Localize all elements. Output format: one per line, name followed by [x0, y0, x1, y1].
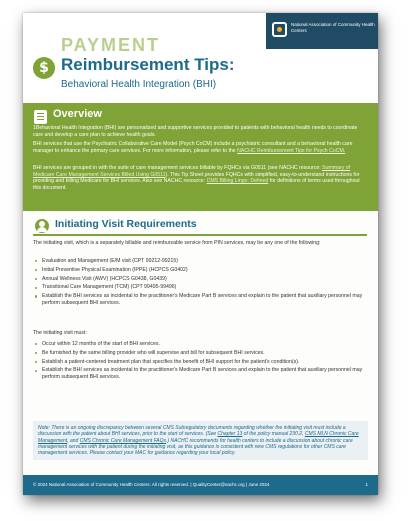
note-text-4: .) NACHC recommends for health centers to include a discussion about chronic care management services with the patient during the initiating visit, as this guidance is consistent with new CMS regulations for other CMS care management services. Please contact your MAC for guidance regarding your local policy. [38, 437, 353, 457]
section-divider [33, 234, 367, 236]
list-item: Occur within 12 months of the start of BHI services. [33, 341, 368, 348]
nachc-logo [266, 13, 378, 49]
overview-text-1: 1Behavioral Health Integration (BHI) are personalized and supportive services provided to patients with behavioral health needs to coordinate care and develop a care plan to achieve health goals. [33, 125, 358, 138]
page-title: Reimbursement Tips: [61, 55, 235, 74]
ccm-faqs-link[interactable]: CMS Chronic Care Management FAQs [79, 437, 167, 444]
billing-lingo-link[interactable]: CMS Billing Lingo: Defined [206, 178, 269, 185]
overview-text-3a: BHI services are grouped in with the suite of care management services billable by FQHCs via G0511 (see NACHC resource: [33, 165, 321, 171]
logo-mark-icon [272, 22, 287, 37]
chapter-13-link[interactable]: Chapter 13 [217, 431, 243, 438]
page-subtitle: Behavioral Health Integration (BHI) [61, 79, 217, 90]
overview-paragraph-1 [33, 125, 365, 138]
footer [23, 475, 378, 495]
page-number: 1 [365, 482, 368, 487]
psych-cocm-link[interactable]: NACHC Reimbursement Tips for Psych CoCM. [237, 147, 346, 154]
list-item: Initial Preventive Physical Examination (IPPE) (HCPCS G0402) [33, 267, 368, 274]
person-icon [35, 219, 49, 233]
note-text-2: of the policy manual 230.2, [243, 431, 304, 438]
note-text-3: , and [67, 437, 79, 444]
overview-section [23, 103, 378, 211]
list-item: Transitional Care Management (TCM) (CPT 99495-99496) [33, 284, 368, 291]
list-item: Establish a patient-centered treatment plan that specifies the benefit of BHI support for the patient's condition(s). [33, 359, 368, 366]
overview-paragraph-3 [33, 165, 365, 191]
list-item: Evaluation and Management (E/M visit (CPT 99212-99215) [33, 258, 368, 265]
visit-type-list [33, 258, 368, 309]
list-item: Establish the BHI services as incidental to the practitioner's Medicare Part B services and explain to the patient that auxiliary personnel may perform subsequent BHI services. [33, 293, 368, 306]
note-text-1: Note: There is an ongoing discrepancy between several CMS Subregulatory documents regarding whether the initiating visit must include a discussion with the patient about BHI services, prior to the start of services. (See [38, 425, 346, 438]
initiating-heading: Initiating Visit Requirements [55, 218, 197, 230]
overview-text-3c: for definitions of terms used throughout this document. [33, 178, 360, 191]
mln-ccm-link[interactable]: CMS MLN Chronic Care Management [38, 431, 359, 444]
list-item: Be furnished by the same billing provider who will supervise and bill for subsequent BHI services. [33, 350, 368, 357]
tip-sheet-page [23, 13, 378, 495]
overview-text-2: BHI services that use the Psychiatric Collaborative Care Model (Psych CoCM) include a psychiatric consultant and a behavioral health care manager to enhance the primary care services. For more information, please refer to the [33, 141, 353, 154]
overview-paragraph-2 [33, 141, 365, 154]
initiating-intro: The initiating visit, which is a separately billable and reimbursable service from PIN services, may be any one of the following: [33, 240, 321, 246]
list-item: Establish the BHI services as incidental to the practitioner's Medicare Part B services and explain to the patient that auxiliary personnel may perform subsequent BHI services. [33, 367, 368, 380]
logo-text: National Association of Community Health Centers [291, 22, 375, 33]
dollar-badge-icon: $ [33, 57, 55, 79]
header [23, 13, 378, 97]
must-list [33, 341, 368, 383]
must-intro: The initiating visit must: [33, 330, 87, 336]
g0511-summary-link[interactable]: Summary of Medicare Care Management Services Billed Using G0511 [33, 165, 351, 178]
overview-text-3b: ). This Tip Sheet provides FQHCs with simplified, easy-to-understand instructions for providing and billing Medicare for BHI services. Also see NACHC resource: [33, 171, 360, 185]
list-item: Annual Wellness Visit (AWV) (HCPCS G0438, G0439) [33, 276, 368, 283]
overview-heading: Overview [53, 108, 102, 120]
document-icon [34, 110, 47, 124]
footer-copyright: © 2024 National Association of Community Health Centers. All rights reserved. | QualityCenter@nachc.org | June 2024 [33, 482, 270, 487]
payment-kicker: PAYMENT [61, 35, 161, 55]
discrepancy-note [33, 421, 368, 460]
